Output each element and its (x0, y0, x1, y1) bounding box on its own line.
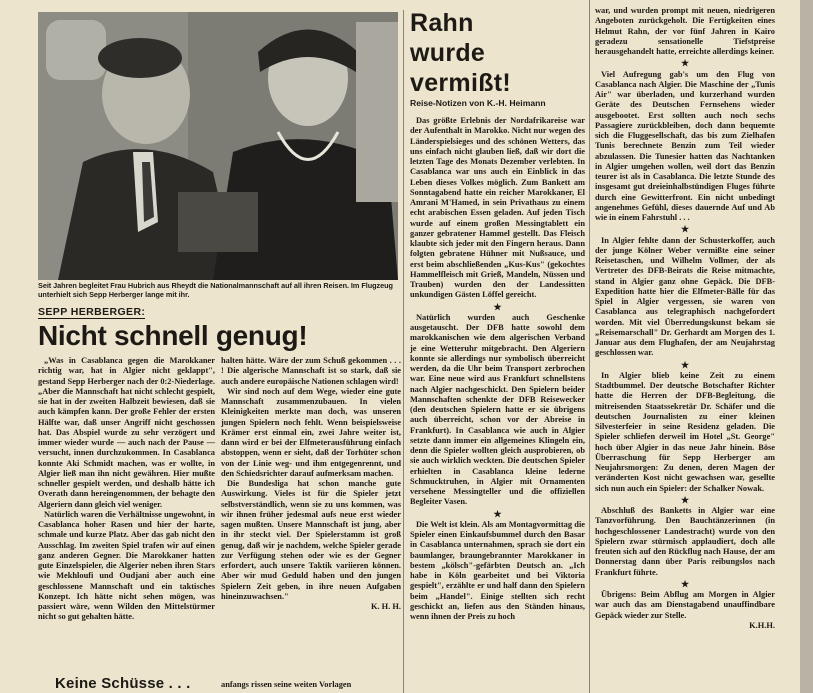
article2-headline-line: Rahn (410, 9, 474, 37)
article2-paragraph: Die Welt ist klein. Als am Montagvormittag die Spieler einen Einkaufsbummel durch den Basar in Casablanca unternahmen, sprach sie dort ein baumlanger, braungebrannter Marokkaner in bestem „kölsch"-gefärbten Deutsch an. „Ich habe in Köln gearbeitet und bei Viktoria gespielt", erzählte er und half dann den Spielern beim „Handel". Einige stellten sich recht geschickt an, liefen aus den Ständen hinaus, wenn ihnen der Preis zu hoch (410, 519, 585, 621)
article1-column-2 (221, 356, 401, 612)
article1-paragraph: Die Bundesliga hat schon manche gute Auswirkung. Vieles ist für die Spieler jetzt selbstverständlich, wenn sie zu uns kommen, was wir ihnen früher jedesmal aufs neue erst wieder sagen mußten. Unsere Mannschaft ist jung, aber in ihr steckt viel. Der Spielerstamm ist groß genug, daß wir je nachdem, welche Spieler gerade zur Verfügung stehen oder wie es der Gegner erfordert, auch unsere Taktik variieren können. Aber wir mud Geduld haben und den jungen Spielern Zeit geben, in ihre neuen Aufgaben hineinzuwachsen." (221, 479, 401, 601)
separator-star: ★ (680, 578, 690, 589)
separator-star: ★ (493, 508, 502, 519)
article2-headline-line: wurde (410, 39, 486, 67)
article1-paragraph: Natürlich waren die Verhältnisse ungewohnt, in Casablanca hoher Rasen und hier der harte, schmale und kurze Platz. Aber das gab nicht den Ausschlag. Im zweiten Spiel trafen wir auf einen ganz anderen Gegner. Die Marokkaner hatten gute Einzelspieler, die Algerier neben ihren Stars wie Mekhloufi und Oudjani aber auch eine geschlossene Mannschaft und ein taktisches Konzept. Ich hätte nicht sehen mögen, was passiert wäre, wenn Wilden den Mittelstürmer nicht so gut gehalten hätte. (38, 509, 215, 622)
article2-paragraph: Das größte Erlebnis der Nordafrikareise war der Aufenthalt in Marokko. Nicht nur wegen des Länderspielsieges und des schönen Wetters, das uns einfach nicht glauben ließ, daß wir dort die letzten Tage des Monats Dezember verlebten. In Casablanca war uns auch ein Einblick in das Leben dieses Volkes möglich. Zum Bankett am Sonntagabend hatte ein reicher Marokkaner, El Amrani M'Hamed, in sein Privathaus zu einem echt arabischen Essen geladen. Auf jeden Tisch wurde auf einem großen Messingtablett ein ganzer gebratener Hammel gestellt. Das Fleisch klaubte sich jeder mit den Fingern heraus. Dann folgten gebratene Hühner mit Nußsauce, und erst beim abschließenden „Kus-Kus" (gekochtes Hammelfleisch mit Grieß, Mandeln, Nüssen und Trauben) wurden den der Landessitten unkundigen Gästen Löffel gereicht. (410, 116, 585, 300)
article1-column-1 (38, 356, 215, 623)
article2-byline: Reise-Notizen von K.-H. Heimann (410, 98, 546, 108)
separator-star: ★ (680, 58, 690, 69)
article2-paragraph: Abschluß des Banketts in Algier war eine Tanzvorführung. Den Bauchtänzerinnen (in hochgeschlossener Landestracht) wurde von den Spielern zwar stürmisch applaudiert, doch alle freuten sich auf den Rückflug nach Hause, der am Donnerstag dann über Paris reibungslos nach Frankfurt führte. (595, 506, 775, 577)
article2-paragraph: Übrigens: Beim Abflug am Morgen in Algier war auch das am Dienstagabend unauffindbare Gepäck wieder zur Stelle. (595, 590, 775, 620)
article2-paragraph: In Algier fehlte dann der Schusterkoffer, auch der junge Kölner Weber vermißte eine seiner Reisetaschen, und Wilhelm Vollmer, der als Vertreter des DFB-Beirats die Reise mitmachte, stand in Algier ganz ohne Gepäck. Die DFB-Expedition hatte hier die Elfmeter-Bälle für das Spiel in Algier vergessen, sie waren von Casablanca aus telegraphisch nachgefordert worden. Mit viel Überredungskunst bekam sie „Reisemarschall" Dr. Gerhardt am Morgen des 1. Januar aus dem Flughafen, der am Neujahrstag geschlossen war. (595, 235, 775, 358)
page-edge (800, 0, 813, 693)
separator-star: ★ (680, 224, 690, 235)
article1-kicker: SEPP HERBERGER: (38, 306, 146, 318)
separator-star: ★ (680, 494, 690, 505)
article2-paragraph: In Algier blieb keine Zeit zu einem Stadtbummel. Der deutsche Botschafter Richter hatte die Herren der DFB-Begleitung, die mitreisenden Staatssekretär Dr. Schäfer und die deutschen Journalisten zu einer kleinen Silvesterfeier in seine Residenz geladen. Die Spieler schliefen derweil im Hotel „St. George" hoch über Algier in das neue Jahr hinein. Böse Überraschung für Sepp Herberger am Neujahrsmorgen: Zu denen, deren Magen der veränderten Kost nicht gewachsen war, gesellte sich nun auch ein Spieler: der Schalker Nowak. (595, 370, 775, 493)
article2-paragraph: Viel Aufregung gab's um den Flug von Casablanca nach Algier. Die Maschine der „Tunis Air" war überladen, und kurzerhand wurden Geräte des Deutschen Fernsehens wieder ausgebootet. Erst sollten auch noch sechs Passagiere zurückbleiben, doch dann bequemte sich die Fluggesellschaft, das bis zum Zielhafen Tunis berechnete Benzin zum Teil wieder abzulassen. Die Tunesier hatten das Nachtanken in Algier umgehen wollen, weil dort das Benzin teurer ist als in Casablanca. Die letzte Stunde des insgesamt gut dreieinhalbstündigen Fluges führte durch eine Gewitterfront. Ein nicht unbedingt angenehmes Gefühl, dieses dauernde Auf und Ab wie in einem Fahrstuhl . . . (595, 69, 775, 222)
photo-caption: Seit Jahren begleitet Frau Hubrich aus Rheydt die Nationalmannschaft auf all ihren Reisen. Im Flugzeug unterhielt sich Sepp Herberger lange mit ihr. (38, 281, 393, 300)
article2-paragraph: Natürlich wurden auch Geschenke ausgetauscht. Der DFB hatte sowohl dem marokkanischen wie dem algerischen Verband je eine Wetteruhr mitgebracht. Den Algeriern konnte sie allerdings nur symbolisch überreicht werden, da die Uhr beim Transport zerbrochen war. Eine neue wird aus Frankfurt schnellstens nach Algier nachgeschickt. Den Spielern beider Mannschaften schenkte der DFB Reisewecker (den deutschen Spielern hatte er sie übrigens auch überreicht, schon vor der Abreise in Frankfurt). In Casablanca wie auch in Algier setzte dann immer ein allgemeines Klingeln ein, denn die Spieler wollten gleich ausprobieren, ob sie auch wirklich weckten. Die deutschen Spieler erhielten in Casablanca kleine lederne Schmucktruhen, in Algier mit Ornamenten versehene Messingteller und die offiziellen Begleiter Vasen. (410, 312, 585, 507)
article2-signature: K.H.H. (749, 620, 775, 630)
article2-paragraph: war, und wurden prompt mit neuen, niedrigeren Angeboten zurückgeholt. Die Fertigkeiten eines Helmut Rahn, der vor fünf Jahren in Kairo geradezu sensationelle Tiefstpreise herausgehandelt hatte, erreichte allerdings keiner. (595, 6, 775, 56)
separator-star: ★ (493, 301, 502, 312)
next-article-text: anfangs rissen seine weiten Vorlagen (221, 680, 352, 689)
article1-paragraph: Wir sind noch auf dem Wege, wieder eine gute Mannschaft zusammenzubauen. In vielen Kleinigkeiten merkte man doch, was unseren jungen Spielern noch fehlt. Wenn beispielsweise Krämer erst einmal ein, zwei Jahre weiter ist, dann wird er bei der Elfmeterausführung einfach abstoppen, wenn er sieht, daß der Torhüter schon von der Linie weg- und ihm entgegenrennt, und den Schiedsrichter darauf aufmerksam machen. (221, 386, 401, 478)
article2-column-1 (410, 116, 585, 622)
column-divider (403, 10, 404, 693)
article1-signature: K. H. H. (370, 602, 401, 611)
column-divider (589, 0, 590, 693)
separator-star: ★ (680, 359, 690, 370)
article1-headline: Nicht schnell genug! (38, 320, 308, 351)
photo-herberger-hubrich (38, 12, 398, 280)
article2-headline-line: vermißt! (410, 69, 512, 97)
article1-paragraph: „Was in Casablanca gegen die Marokkaner richtig war, hat in Algier nicht geklappt", gestand Sepp Herberger nach der 0:2-Niederlage. „Aber die Mannschaft hat nicht schlecht gespielt, sie hat in der zweiten Halbzeit bewiesen, daß sie auch kämpfen kann. Der große Fehler der ersten Hälfte war, daß unser Angriff nicht geschossen hat. Das Abspiel wurde zu sehr verzögert und immer wieder wurde — auch nach der Pause — versucht, innen durchzukommen. In Casablanca konnte Aki Schmidt machen, was er wollte, in Algier ließ man ihn nicht gewähren. Hier mußte schneller gespielt werden, und deshalb hätte ich Overath dann hereingenommen, der behagte den Algeriern dann gleich viel weniger. (38, 356, 215, 509)
article1-paragraph: halten hätte. Wäre der zum Schuß gekommen . . . ! Die algerische Mannschaft ist so stark, daß sie auch andere europäische Nationen schlagen wird! (221, 356, 401, 386)
next-article-headline: Keine Schüsse . . . (55, 675, 191, 692)
article2-headline (410, 8, 511, 98)
article2-column-2 (595, 6, 775, 631)
